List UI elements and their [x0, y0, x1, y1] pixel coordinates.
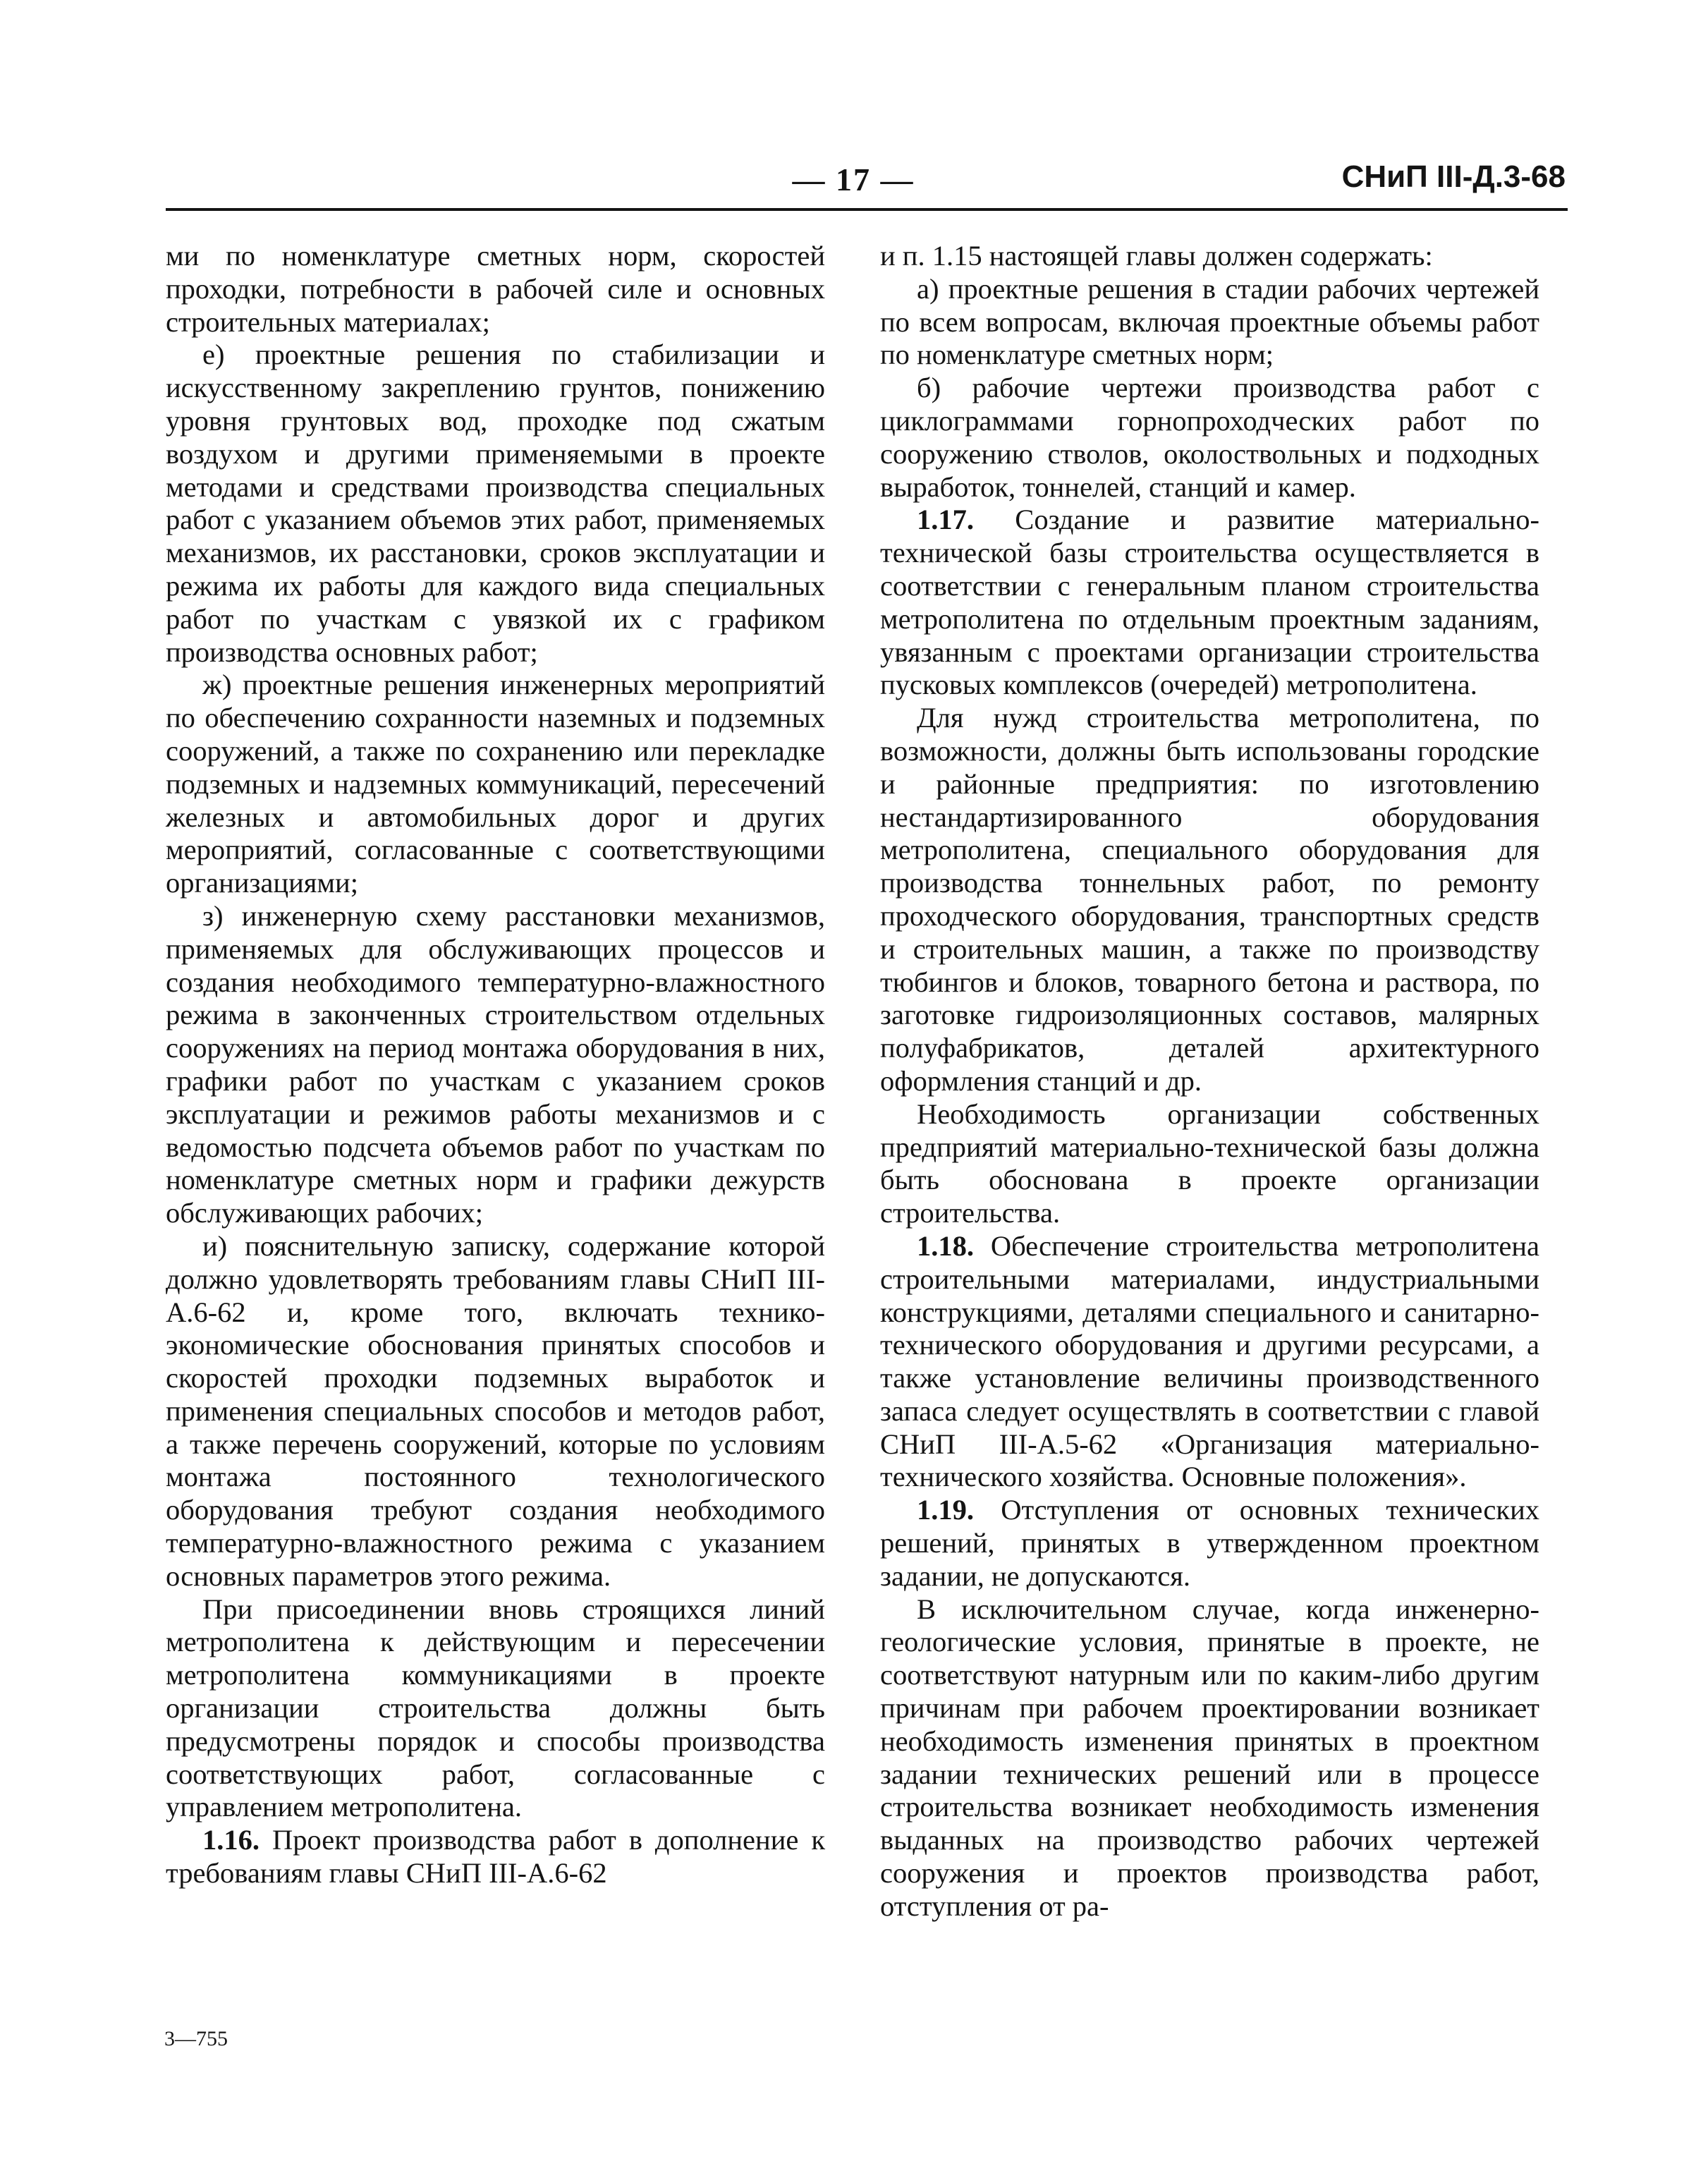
paragraph: ми по номенклатуре сметных норм, скоростей проходки, потребности в рабочей силе и основных строительных материалах; [166, 240, 825, 338]
section-number: 1.19. [917, 1494, 974, 1526]
paragraph: Необходимость организации собственных предприятий материально-технической базы должна быть обоснована в проекте организации строительства. [880, 1097, 1539, 1229]
paragraph: 1.18. Обеспечение строительства метрополитена строительными материалами, индустриальными конструкциями, деталями специального и санитарно-технического оборудования и другими ресурсами, а также установление величины производственного запаса следует осуществлять в соответствии с главой СНиП III-А.5-62 «Организация материально-технического хозяйства. Основные положения». [880, 1229, 1539, 1493]
section-number: 1.16. [202, 1824, 260, 1856]
printer-signature: 3—755 [164, 2027, 228, 2050]
paragraph: 1.19. Отступления от основных технических решений, принятых в утвержденном проектном задании, не допускаются. [880, 1494, 1539, 1592]
paragraph: Для нужд строительства метрополитена, по возможности, должны быть использованы городские и районные предприятия: по изготовлению нестандартизированного оборудования метрополитена, специального оборудования для производства тоннельных работ, по ремонту проходческого оборудования, транспортных средств и строительных машин, а также по производству тюбингов и блоков, товарного бетона и раствора, по заготовке гидроизоляционных составов, малярных полуфабрикатов, деталей архитектурного оформления станций и др. [880, 702, 1539, 1097]
paragraph: и) пояснительную записку, содержание которой должно удовлетворять требованиям главы СНиП III-А.6-62 и, кроме того, включать технико-экономические обоснования принятых способов и скоростей проходки подземных выработок и применения специальных способов и методов работ, а также перечень сооружений, которые по условиям монтажа постоянного технологического оборудования требуют создания необходимого температурно-влажностного режима с указанием основных параметров этого режима. [166, 1229, 825, 1592]
section-number: 1.18. [917, 1229, 974, 1262]
paragraph: б) рабочие чертежи производства работ с циклограммами горнопроходческих работ по сооружению стволов, околоствольных и подходных выработок, тоннелей, станций и камер. [880, 372, 1539, 503]
paragraph: а) проектные решения в стадии рабочих чертежей по всем вопросам, включая проектные объемы работ по номенклатуре сметных норм; [880, 272, 1539, 371]
paragraph: В исключительном случае, когда инженерно-геологические условия, принятые в проекте, не соответствуют натурным или по каким-либо другим причинам при рабочем проектировании возникает необходимость изменения принятых в проектном задании технических решений или в процессе строительства возникает необходимость изменения выданных на производство рабочих чертежей сооружения и проектов производства работ, отступления от ра- [880, 1593, 1539, 1922]
paragraph: При присоединении вновь строящихся линий метрополитена к действующим и пересечении метрополитена коммуникациями в проекте организации строительства должны быть предусмотрены порядок и способы производства соответствующих работ, согласованные с управлением метрополитена. [166, 1593, 825, 1823]
page-number: — 17 — [792, 162, 915, 197]
paragraph: е) проектные решения по стабилизации и искусственному закреплению грунтов, понижению уровня грунтовых вод, проходке под сжатым воздухом и другими применяемыми в проекте методами и средствами производства специальных работ с указанием объемов этих работ, применяемых механизмов, их расстановки, сроков эксплуатации и режима их работы для каждого вида специальных работ по участкам с увязкой их с графиком производства основных работ; [166, 339, 825, 668]
header-rule [166, 208, 1568, 211]
paragraph: ж) проектные решения инженерных мероприятий по обеспечению сохранности наземных и подземных сооружений, а также по сохранению или перекладке подземных и надземных коммуникаций, пересечений железных и автомобильных дорог и других мероприятий, согласованные с соответствующими организациями; [166, 669, 825, 899]
right-column [880, 240, 1539, 1923]
document-code: СНиП III-Д.3-68 [1341, 159, 1566, 194]
paragraph: и п. 1.15 настоящей главы должен содержать: [880, 240, 1433, 272]
section-number: 1.17. [917, 504, 974, 536]
paragraph: 1.16. Проект производства работ в дополнение к требованиям главы СНиП III-А.6-62 [166, 1824, 825, 1890]
left-column [166, 240, 825, 1890]
paragraph: з) инженерную схему расстановки механизмов, применяемых для обслуживающих процессов и создания необходимого температурно-влажностного режима в законченных строительством отдельных сооружениях на период монтажа оборудования в них, графики работ по участкам с указанием сроков эксплуатации и режимов работы механизмов и с ведомостью подсчета объемов работ по участкам по номенклатуре сметных норм и графики дежурств обслуживающих рабочих; [166, 899, 825, 1229]
paragraph: 1.17. Создание и развитие материально-технической базы строительства осуществляется в соответствии с генеральным планом строительства метрополитена по отдельным проектным заданиям, увязанным с проектами организации строительства пусковых комплексов (очередей) метрополитена. [880, 504, 1539, 701]
